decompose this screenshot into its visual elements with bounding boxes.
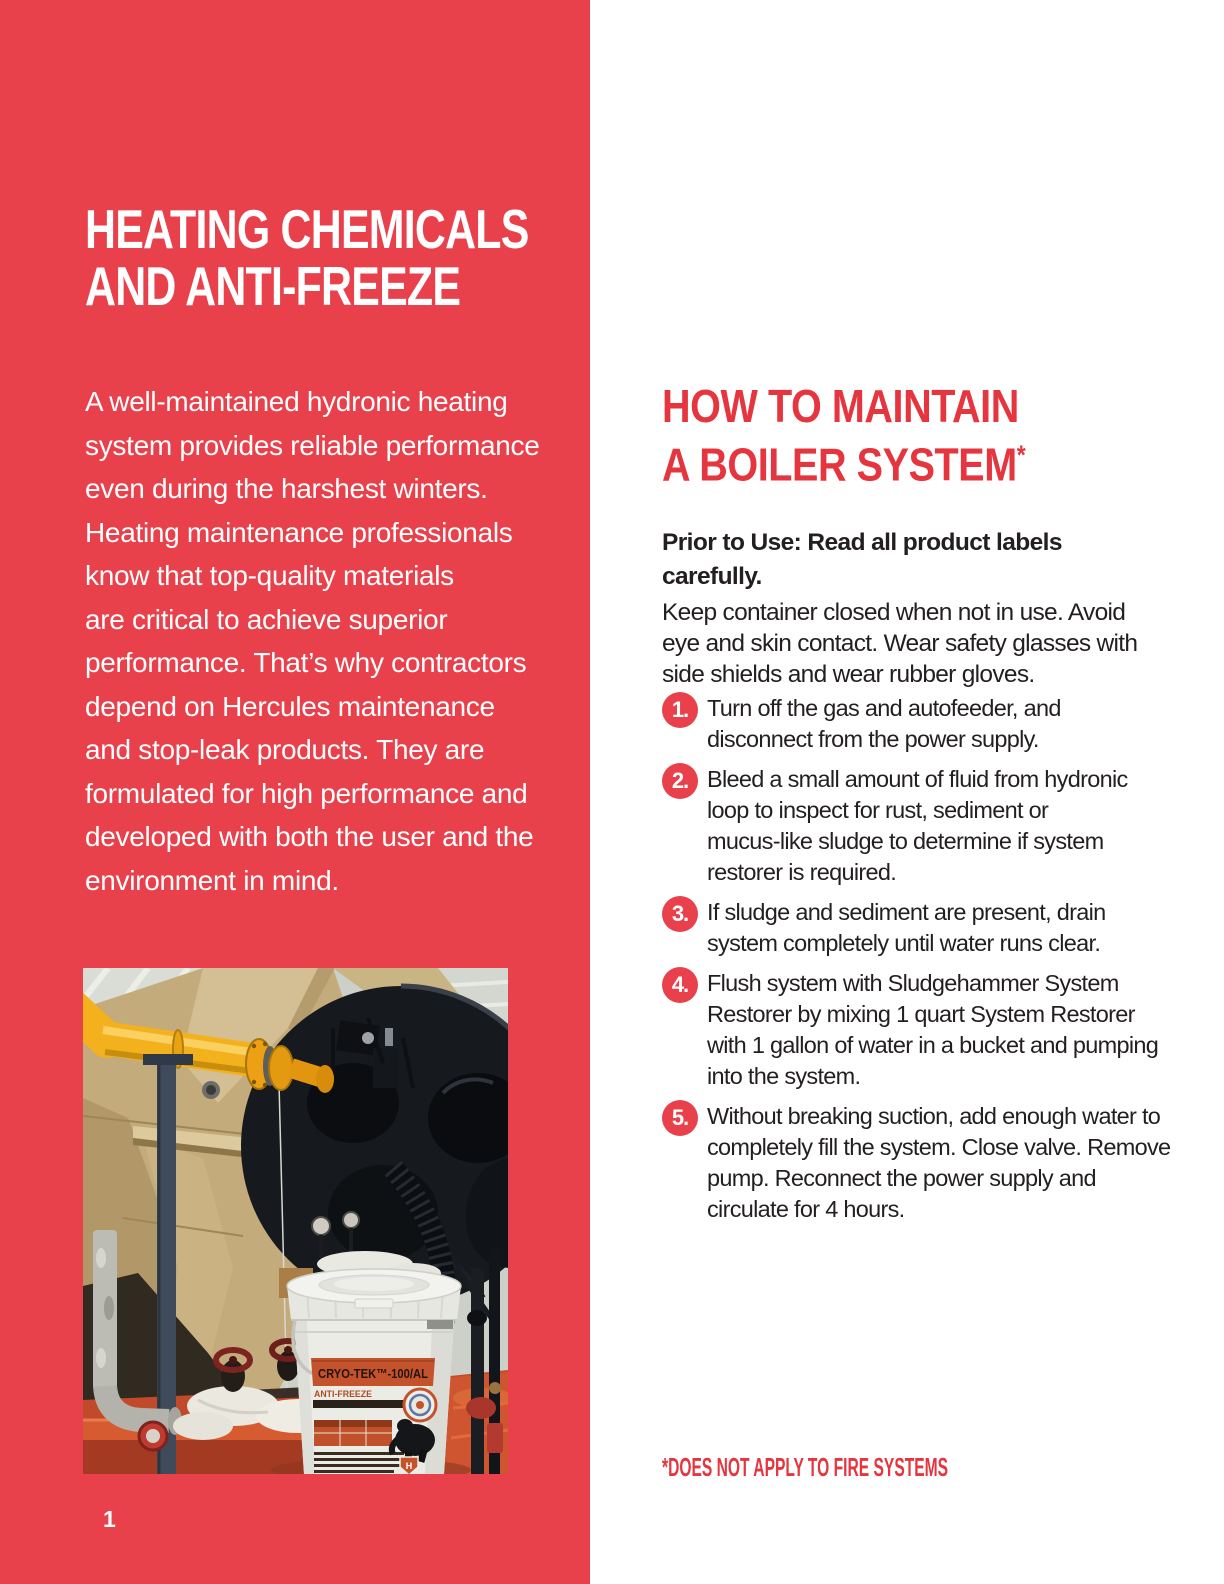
safety-line: side shields and wear rubber gloves. [662,661,1035,688]
prior-line: Prior to Use: Read all product labels [662,529,1062,556]
intro-line: A well-maintained hydronic heating [85,386,508,417]
intro-line: environment in mind. [85,864,339,896]
intro-line: are critical to achieve superior [85,603,448,635]
safety-paragraph [662,597,1137,690]
step-item-4 [662,967,1170,1092]
safety-line: eye and skin contact. Wear safety glasses with [662,630,1138,657]
page-number: 1 [103,1506,116,1532]
fire-systems-footnote: *DOES NOT APPLY TO FIRE SYSTEMS [662,1452,949,1482]
safety-line: Keep container closed when not in use. Avoid [662,599,1126,626]
boiler-room-illustration [83,968,508,1474]
page-title [85,198,529,317]
boiler-room-photo [83,968,508,1474]
page-title-line2: AND ANTI-FREEZE [85,255,461,317]
step-text: Bleed a small amount of fluid from hydronic loop to inspect for rust, sediment or mucus-like sludge to determine if system restorer is required. [707,766,1128,885]
intro-line: formulated for high performance and [85,777,528,809]
maintenance-steps-list [662,692,1170,1233]
step-item-2 [662,763,1170,888]
step-number-badge: 3. [662,896,698,932]
intro-line: Heating maintenance professionals [85,516,513,548]
step-number-badge: 4. [662,967,698,1003]
step-number-badge: 1. [662,692,698,728]
intro-line: depend on Hercules maintenance [85,690,495,722]
section-heading-line1: HOW TO MAINTAIN [662,380,1019,432]
intro-line: even during the harshest winters. [85,473,488,504]
intro-line: and stop-leak products. They are [85,734,485,765]
step-item-5 [662,1100,1170,1225]
section-heading [662,382,1025,489]
intro-paragraph [85,380,540,902]
step-item-1 [662,692,1170,755]
prior-line: carefully. [662,563,762,590]
heading-asterisk: * [1016,440,1026,470]
step-text: If sludge and sediment are present, drain system completely until water runs clear. [707,899,1106,956]
page-title-line1: HEATING CHEMICALS [85,198,529,260]
shield-letter: H [405,1461,413,1471]
bucket-label-product-name: CRYO-TEK™-100/AL [318,1366,429,1381]
bucket-label-antifreeze: ANTI-FREEZE [314,1389,372,1400]
section-heading-line2: A BOILER SYSTEM* [662,438,1026,491]
step-text: Turn off the gas and autofeeder, and disconnect from the power supply. [707,695,1061,752]
prior-to-use-note [662,526,1062,594]
intro-line: developed with both the user and the [85,821,534,852]
step-number-badge: 5. [662,1100,698,1136]
step-text: Flush system with Sludgehammer System Restorer by mixing 1 quart System Restorer with 1 gallon of water in a bucket and pumping into the system. [707,970,1159,1089]
step-number-badge: 2. [662,763,698,799]
intro-line: performance. That’s why contractors [85,647,527,678]
step-item-3 [662,896,1170,959]
intro-line: system provides reliable performance [85,429,540,461]
left-red-panel [0,0,590,1584]
step-text: Without breaking suction, add enough water to completely fill the system. Close valve. Remove pump. Reconnect the power supply and circulate for 4 hours. [707,1103,1171,1222]
intro-line: know that top-quality materials [85,560,454,591]
